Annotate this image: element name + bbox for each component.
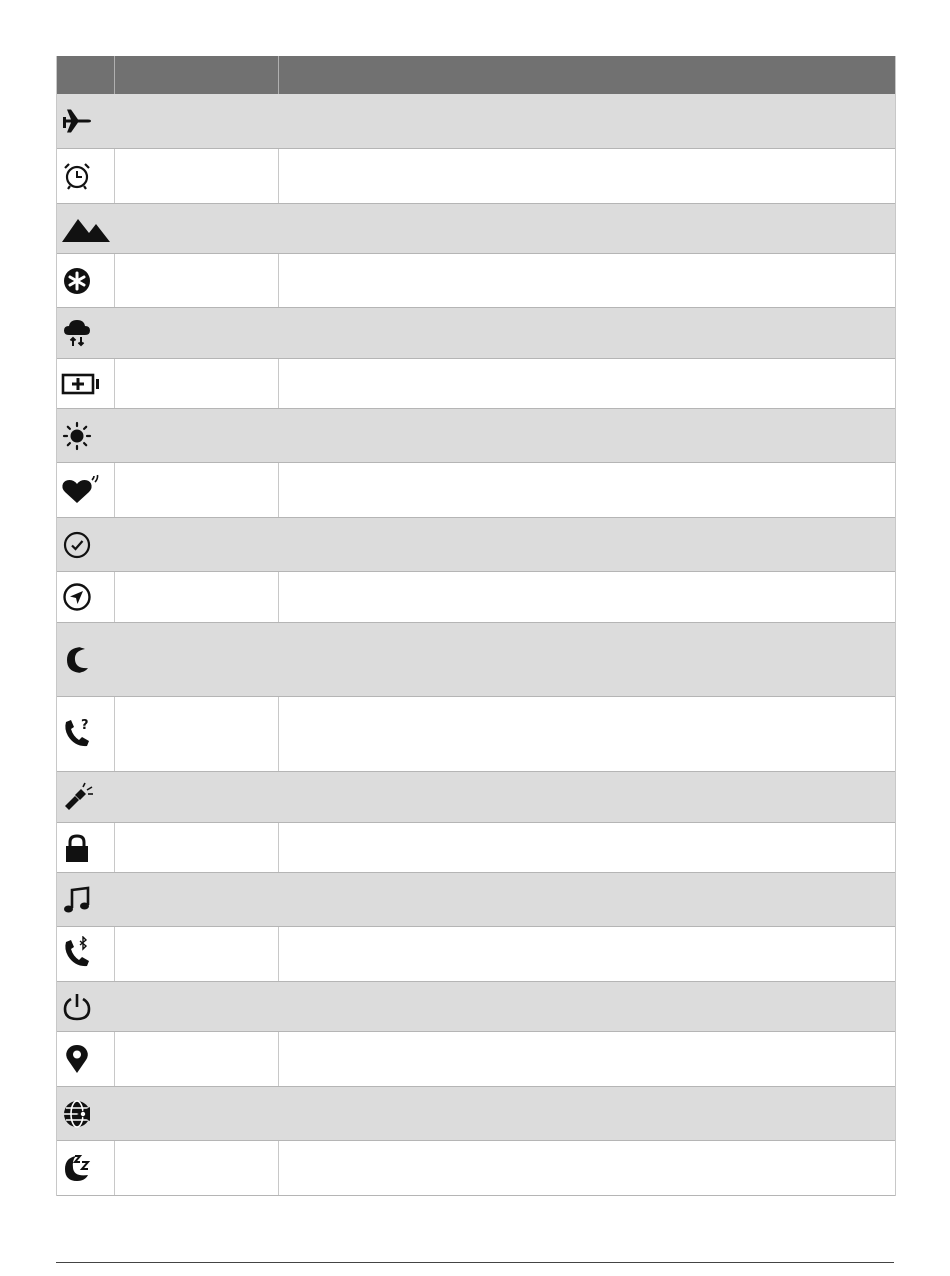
brightness-icon — [61, 420, 93, 452]
battery-saver-icon — [61, 368, 101, 400]
table-row — [57, 463, 895, 518]
row-label — [115, 359, 279, 408]
mountain-icon — [61, 213, 111, 245]
music-note-icon — [61, 884, 93, 916]
table-row — [57, 308, 895, 359]
row-text — [115, 772, 895, 822]
row-description — [279, 823, 895, 872]
row-text — [115, 623, 895, 696]
table-row — [57, 1087, 895, 1141]
row-text — [115, 873, 895, 926]
row-label — [115, 572, 279, 622]
table-row — [57, 873, 895, 927]
header-icon-column — [57, 56, 115, 94]
row-description — [279, 254, 895, 307]
phone-question-icon — [61, 716, 97, 752]
icon-cell — [57, 927, 115, 981]
row-description — [279, 359, 895, 408]
table-row — [57, 772, 895, 823]
table-row — [57, 254, 895, 308]
table-row — [57, 409, 895, 463]
flashlight-icon — [61, 781, 97, 813]
controls-table — [56, 56, 896, 1196]
row-label — [115, 463, 279, 517]
icon-cell — [57, 463, 115, 517]
table-row — [57, 572, 895, 623]
phone-bluetooth-icon — [61, 936, 97, 972]
moon-icon — [61, 644, 93, 676]
icon-cell — [57, 1032, 115, 1086]
airplane-icon — [61, 105, 93, 137]
clock-check-icon — [61, 529, 93, 561]
icon-cell — [57, 94, 115, 148]
row-label — [115, 823, 279, 872]
row-description — [279, 697, 895, 771]
icon-cell — [57, 623, 115, 696]
row-description — [279, 1141, 895, 1195]
table-row — [57, 94, 895, 149]
row-description — [279, 463, 895, 517]
svg-text:?: ? — [81, 718, 89, 733]
row-label — [115, 697, 279, 771]
table-row — [57, 927, 895, 982]
globe-satellite-icon — [61, 1098, 93, 1130]
row-label — [115, 1141, 279, 1195]
row-description — [279, 572, 895, 622]
row-text — [115, 94, 895, 148]
table-row — [57, 518, 895, 572]
icon-cell — [57, 873, 115, 926]
row-label — [115, 927, 279, 981]
navigation-compass-icon — [61, 581, 93, 613]
cloud-sync-icon — [61, 317, 93, 349]
lock-icon — [61, 832, 93, 864]
row-text — [115, 1087, 895, 1140]
icon-cell — [57, 1087, 115, 1140]
table-row — [57, 982, 895, 1032]
header-name-column — [115, 56, 279, 94]
icon-cell — [57, 697, 115, 771]
row-text — [115, 204, 895, 253]
icon-cell — [57, 572, 115, 622]
table-row — [57, 149, 895, 204]
table-row — [57, 823, 895, 873]
asterisk-circle-icon — [61, 265, 93, 297]
icon-cell — [57, 308, 115, 358]
table-row — [57, 1141, 895, 1196]
table-header — [57, 56, 895, 94]
icon-cell — [57, 772, 115, 822]
icon-cell — [57, 254, 115, 307]
icon-cell — [57, 149, 115, 203]
icon-cell — [57, 823, 115, 872]
row-description — [279, 1032, 895, 1086]
row-text — [115, 518, 895, 571]
header-description-column — [279, 56, 895, 94]
table-row — [57, 1032, 895, 1087]
row-label — [115, 1032, 279, 1086]
row-text — [115, 308, 895, 358]
alarm-clock-icon — [61, 160, 93, 192]
table-row — [57, 697, 895, 772]
row-description — [279, 927, 895, 981]
table-row — [57, 623, 895, 697]
row-text — [115, 409, 895, 462]
icon-cell — [57, 204, 115, 253]
table-row — [57, 359, 895, 409]
icon-cell — [57, 359, 115, 408]
row-label — [115, 149, 279, 203]
sleep-mode-icon — [61, 1150, 97, 1186]
row-label — [115, 254, 279, 307]
icon-cell — [57, 518, 115, 571]
icon-cell — [57, 409, 115, 462]
icon-cell — [57, 1141, 115, 1195]
location-pin-icon — [61, 1043, 93, 1075]
heart-broadcast-icon — [61, 474, 101, 506]
footer-divider — [56, 1262, 894, 1263]
power-icon — [61, 991, 93, 1023]
icon-cell — [57, 982, 115, 1031]
row-description — [279, 149, 895, 203]
table-row — [57, 204, 895, 254]
row-text — [115, 982, 895, 1031]
